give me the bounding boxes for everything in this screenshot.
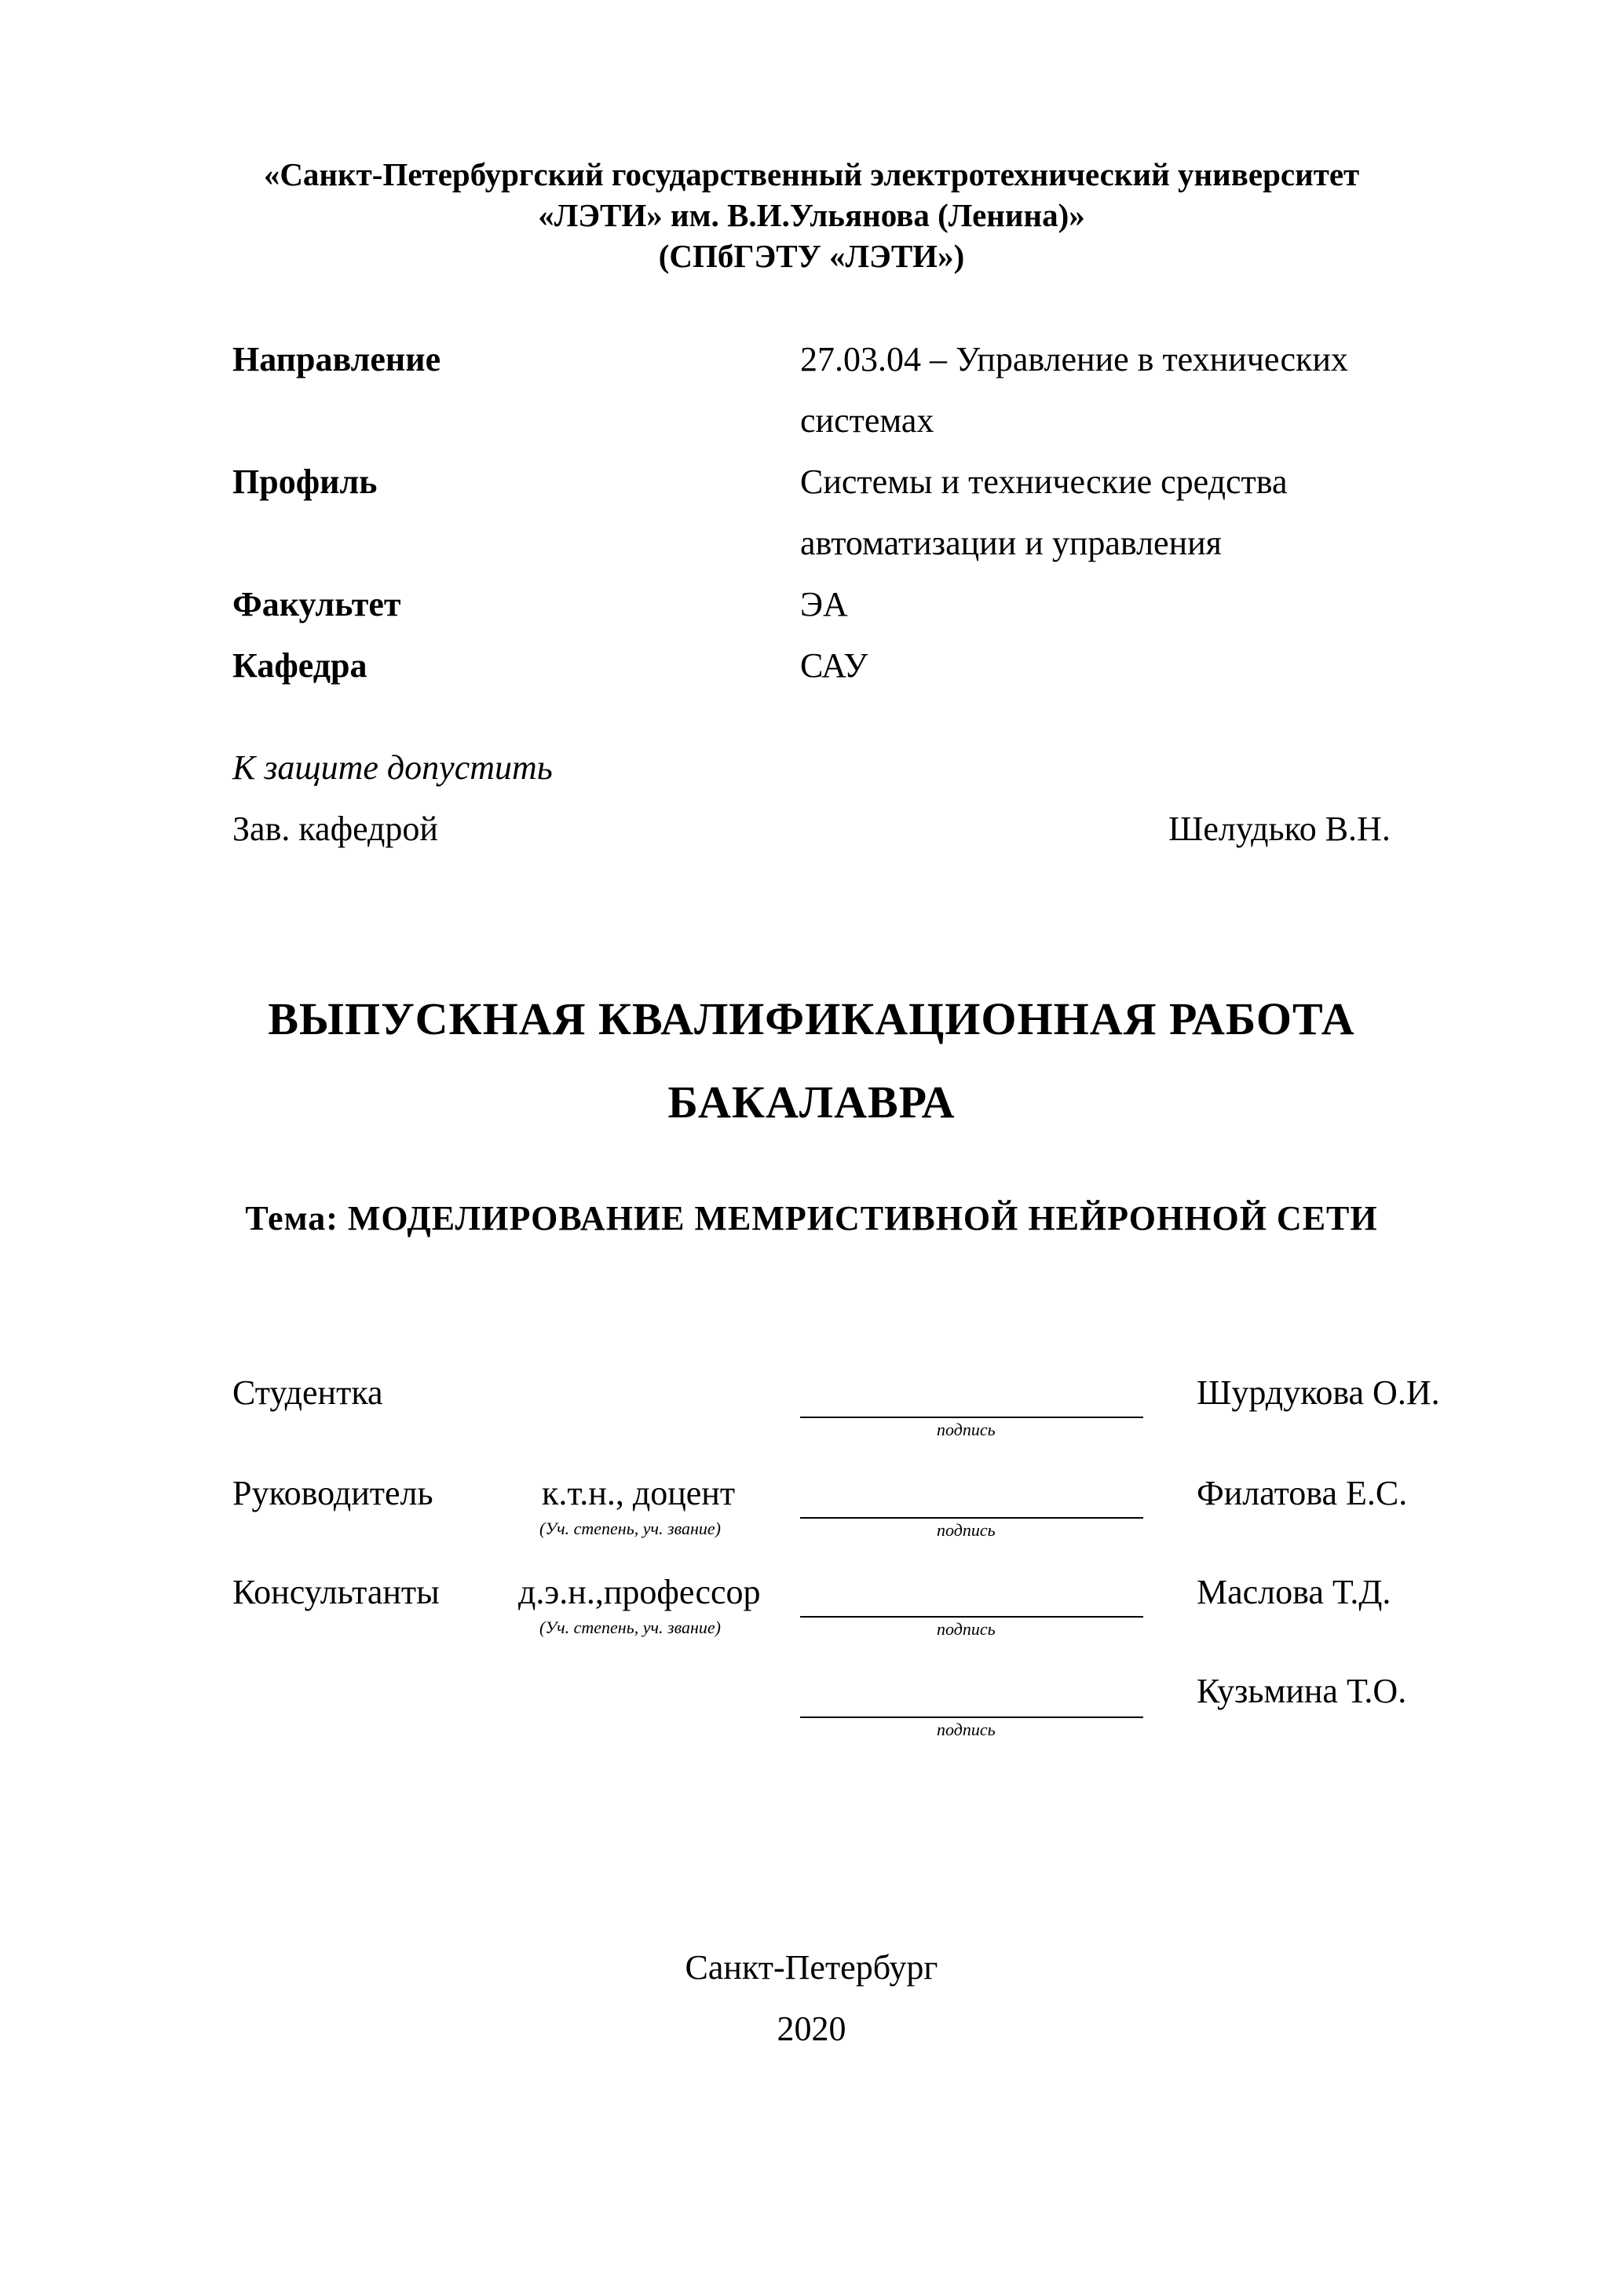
department-head-label: Зав. кафедрой — [232, 810, 438, 848]
supervisor-degree: к.т.н., доцент — [542, 1474, 736, 1512]
consultant2-signature-caption: подпись — [937, 1720, 996, 1739]
supervisor-role: Руководитель — [232, 1474, 433, 1512]
university-abbreviation: (СПбГЭТУ «ЛЭТИ») — [658, 238, 965, 274]
thesis-topic: Тема: МОДЕЛИРОВАНИЕ МЕМРИСТИВНОЙ НЕЙРОННОЙ СЕТИ — [245, 1199, 1378, 1238]
consultant2-signature-line — [800, 1717, 1143, 1718]
footer-year: 2020 — [777, 2009, 846, 2048]
department-value: САУ — [800, 646, 868, 685]
consultant1-signature-caption: подпись — [937, 1619, 996, 1639]
department-label: Кафедра — [232, 646, 367, 685]
faculty-label: Факультет — [232, 585, 401, 623]
student-signature-line — [800, 1417, 1143, 1418]
consultant1-name: Маслова Т.Д. — [1197, 1573, 1391, 1611]
student-signature-caption: подпись — [937, 1420, 996, 1439]
footer-city: Санкт-Петербург — [685, 1948, 938, 1987]
profile-label: Профиль — [232, 462, 378, 501]
profile-value-line2: автоматизации и управления — [800, 524, 1222, 562]
admission-note: К защите допустить — [232, 748, 553, 787]
consultants-role: Консультанты — [232, 1573, 440, 1611]
consultant1-signature-line — [800, 1616, 1143, 1618]
student-role: Студентка — [232, 1373, 383, 1412]
supervisor-degree-caption: (Уч. степень, уч. звание) — [539, 1519, 721, 1538]
direction-value-line2: системах — [800, 401, 934, 440]
student-name: Шурдукова О.И. — [1197, 1373, 1440, 1412]
thesis-title-line1: ВЫПУСКНАЯ КВАЛИФИКАЦИОННАЯ РАБОТА — [268, 993, 1355, 1044]
consultant2-name: Кузьмина Т.О. — [1197, 1672, 1407, 1710]
consultant-degree: д.э.н.,профессор — [518, 1573, 761, 1611]
supervisor-signature-caption: подпись — [937, 1520, 996, 1540]
profile-value-line1: Системы и технические средства — [800, 462, 1288, 501]
supervisor-name: Филатова Е.С. — [1197, 1474, 1408, 1512]
direction-label: Направление — [232, 340, 441, 378]
university-name-line1: «Санкт-Петербургский государственный электротехнический университет — [263, 156, 1360, 192]
faculty-value: ЭА — [800, 585, 848, 623]
thesis-title-line2: БАКАЛАВРА — [667, 1077, 956, 1128]
direction-value-line1: 27.03.04 – Управление в технических — [800, 340, 1348, 378]
supervisor-signature-line — [800, 1517, 1143, 1519]
consultant-degree-caption: (Уч. степень, уч. звание) — [539, 1618, 721, 1637]
university-name-line2: «ЛЭТИ» им. В.И.Ульянова (Ленина)» — [538, 197, 1085, 233]
department-head-name: Шелудько В.Н. — [1168, 810, 1391, 848]
